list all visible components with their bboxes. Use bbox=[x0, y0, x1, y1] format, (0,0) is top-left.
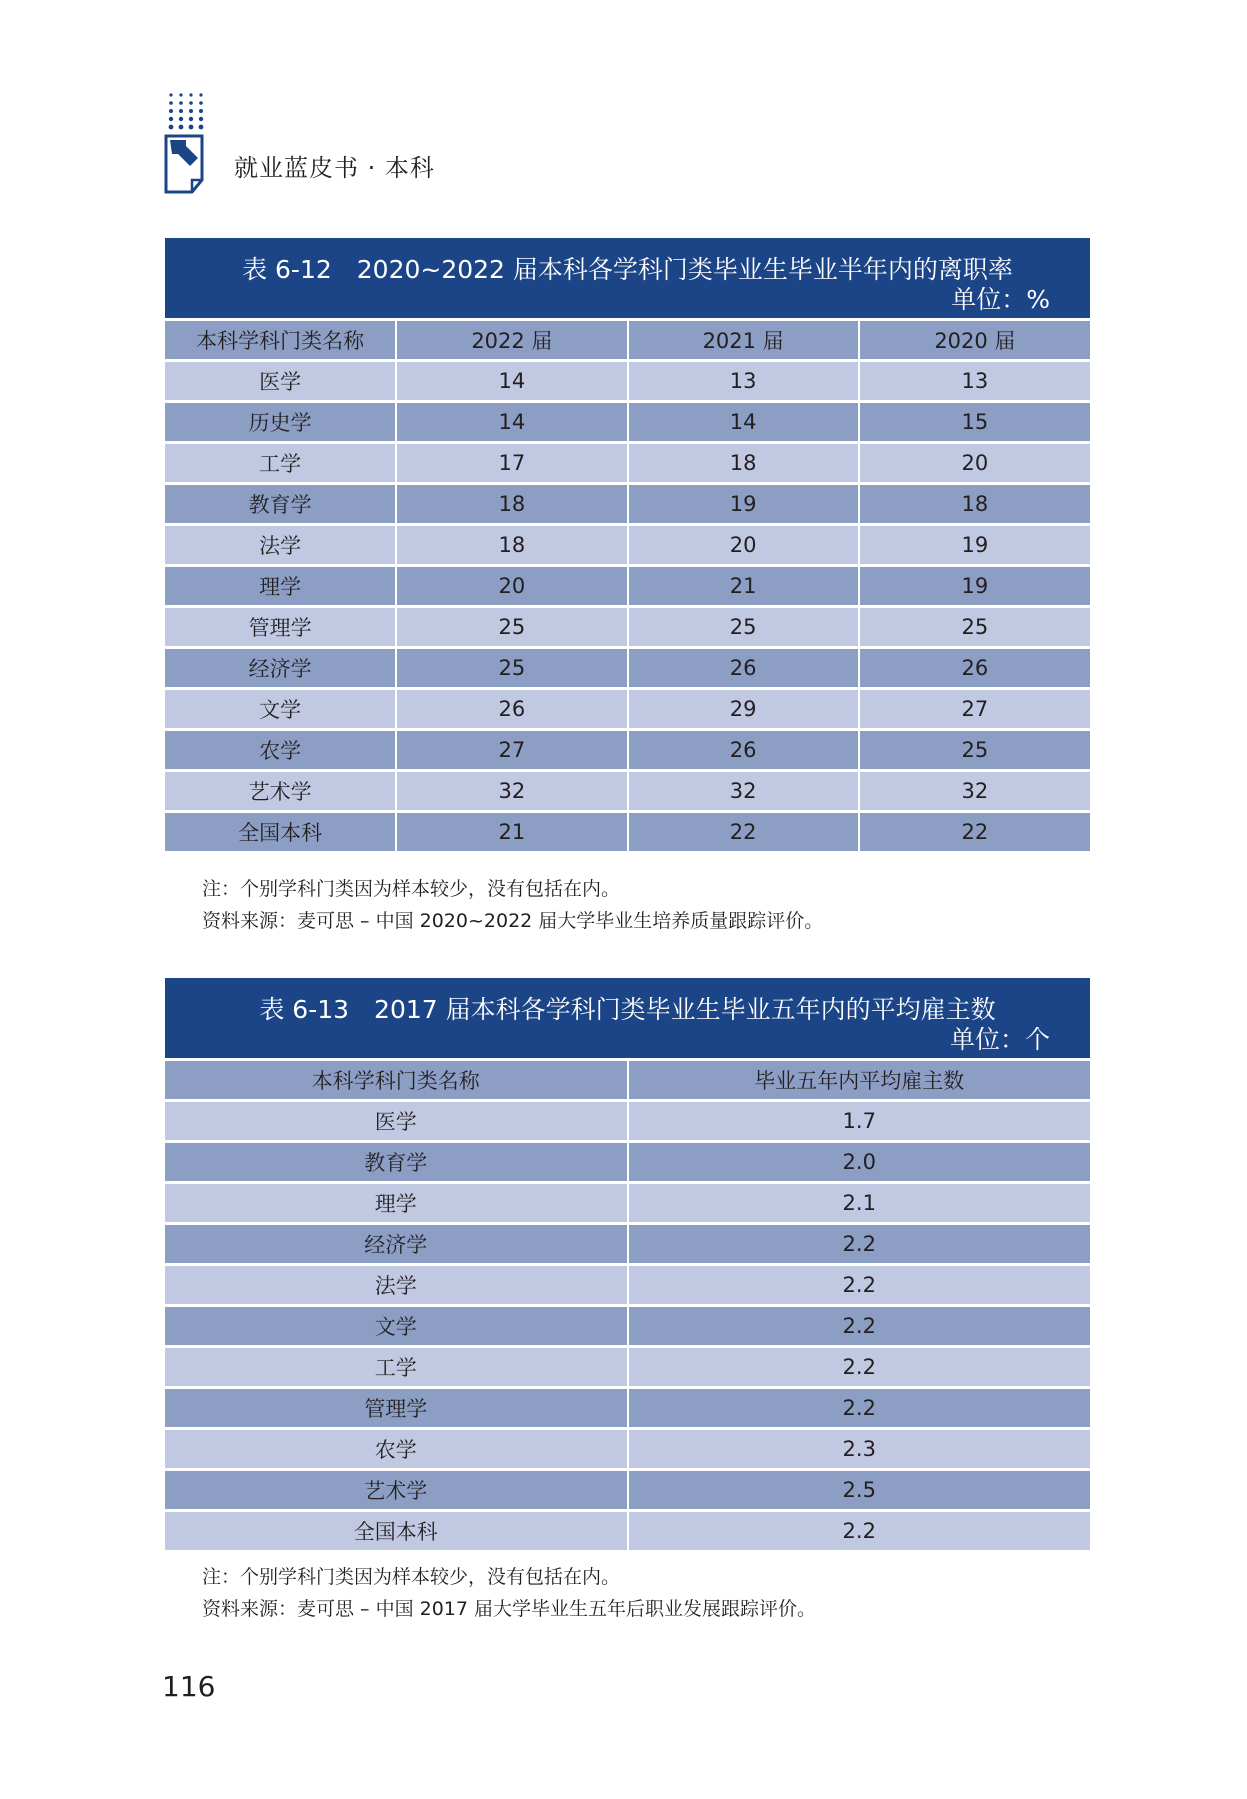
value-cell: 2.2 bbox=[628, 1224, 1091, 1265]
value-cell: 2.3 bbox=[628, 1429, 1091, 1470]
category-cell: 工学 bbox=[165, 1347, 628, 1388]
category-cell: 管理学 bbox=[165, 607, 396, 648]
value-cell: 18 bbox=[396, 525, 627, 566]
value-cell: 2.1 bbox=[628, 1183, 1091, 1224]
table-row bbox=[165, 730, 1090, 771]
table-unit: 单位：% bbox=[951, 285, 1050, 314]
value-cell: 14 bbox=[396, 402, 627, 443]
value-cell: 29 bbox=[628, 689, 859, 730]
column-header-row bbox=[165, 320, 1090, 361]
value-cell: 25 bbox=[396, 607, 627, 648]
table-row bbox=[165, 525, 1090, 566]
dot-grid-decoration bbox=[168, 92, 208, 132]
table-body bbox=[165, 1058, 1090, 1550]
table-row bbox=[165, 484, 1090, 525]
category-cell: 理学 bbox=[165, 1183, 628, 1224]
value-cell: 14 bbox=[396, 361, 627, 402]
table-row bbox=[165, 1388, 1090, 1429]
table-title: 表 6-12 2020~2022 届本科各学科门类毕业生毕业半年内的离职率 bbox=[242, 255, 1013, 284]
value-cell: 2.5 bbox=[628, 1470, 1091, 1511]
table-row bbox=[165, 1429, 1090, 1470]
table-row bbox=[165, 1224, 1090, 1265]
table-note: 注：个别学科门类因为样本较少，没有包括在内。 bbox=[202, 878, 621, 900]
table-source: 资料来源：麦可思 – 中国 2020~2022 届大学毕业生培养质量跟踪评价。 bbox=[202, 910, 824, 932]
category-cell: 农学 bbox=[165, 1429, 628, 1470]
value-cell: 21 bbox=[628, 566, 859, 607]
category-cell: 教育学 bbox=[165, 1142, 628, 1183]
value-cell: 13 bbox=[628, 361, 859, 402]
category-cell: 管理学 bbox=[165, 1388, 628, 1429]
book-arrow-icon bbox=[162, 134, 210, 196]
value-cell: 14 bbox=[628, 402, 859, 443]
value-cell: 18 bbox=[628, 443, 859, 484]
category-cell: 法学 bbox=[165, 1265, 628, 1306]
value-cell: 26 bbox=[628, 730, 859, 771]
table-row bbox=[165, 648, 1090, 689]
table-row bbox=[165, 1265, 1090, 1306]
table-row bbox=[165, 689, 1090, 730]
value-cell: 25 bbox=[628, 607, 859, 648]
table-row bbox=[165, 1183, 1090, 1224]
category-cell: 理学 bbox=[165, 566, 396, 607]
value-cell: 25 bbox=[396, 648, 627, 689]
category-cell: 农学 bbox=[165, 730, 396, 771]
category-cell: 经济学 bbox=[165, 1224, 628, 1265]
value-cell: 2.2 bbox=[628, 1511, 1091, 1551]
table-row bbox=[165, 1470, 1090, 1511]
value-cell: 2.0 bbox=[628, 1142, 1091, 1183]
value-cell: 2.2 bbox=[628, 1265, 1091, 1306]
value-cell: 22 bbox=[628, 812, 859, 852]
value-cell: 2.2 bbox=[628, 1347, 1091, 1388]
category-cell: 全国本科 bbox=[165, 812, 396, 852]
turnover-rate-table bbox=[165, 238, 1090, 851]
category-cell: 医学 bbox=[165, 1101, 628, 1142]
value-cell: 15 bbox=[859, 402, 1090, 443]
value-cell: 32 bbox=[859, 771, 1090, 812]
category-cell: 经济学 bbox=[165, 648, 396, 689]
value-cell: 20 bbox=[396, 566, 627, 607]
value-cell: 20 bbox=[628, 525, 859, 566]
table-source: 资料来源：麦可思 – 中国 2017 届大学毕业生五年后职业发展跟踪评价。 bbox=[202, 1598, 817, 1620]
value-cell: 26 bbox=[628, 648, 859, 689]
column-header: 2022 届 bbox=[396, 320, 627, 361]
column-header: 2020 届 bbox=[859, 320, 1090, 361]
table-row bbox=[165, 1511, 1090, 1551]
category-cell: 艺术学 bbox=[165, 771, 396, 812]
value-cell: 19 bbox=[628, 484, 859, 525]
average-employers-table bbox=[165, 978, 1090, 1550]
table-row bbox=[165, 1306, 1090, 1347]
value-cell: 32 bbox=[628, 771, 859, 812]
category-cell: 文学 bbox=[165, 1306, 628, 1347]
value-cell: 18 bbox=[396, 484, 627, 525]
table-header-band bbox=[165, 238, 1090, 318]
category-cell: 文学 bbox=[165, 689, 396, 730]
column-header-row bbox=[165, 1060, 1090, 1101]
category-cell: 艺术学 bbox=[165, 1470, 628, 1511]
table-row bbox=[165, 566, 1090, 607]
value-cell: 26 bbox=[859, 648, 1090, 689]
value-cell: 20 bbox=[859, 443, 1090, 484]
column-header: 本科学科门类名称 bbox=[165, 1060, 628, 1101]
value-cell: 21 bbox=[396, 812, 627, 852]
column-header: 本科学科门类名称 bbox=[165, 320, 396, 361]
table-row bbox=[165, 1101, 1090, 1142]
column-header: 毕业五年内平均雇主数 bbox=[628, 1060, 1091, 1101]
value-cell: 2.2 bbox=[628, 1388, 1091, 1429]
value-cell: 32 bbox=[396, 771, 627, 812]
header-title: 就业蓝皮书 · 本科 bbox=[234, 154, 435, 182]
category-cell: 历史学 bbox=[165, 402, 396, 443]
value-cell: 19 bbox=[859, 566, 1090, 607]
value-cell: 25 bbox=[859, 730, 1090, 771]
category-cell: 法学 bbox=[165, 525, 396, 566]
table-body bbox=[165, 318, 1090, 851]
table-row bbox=[165, 402, 1090, 443]
category-cell: 全国本科 bbox=[165, 1511, 628, 1551]
table-row bbox=[165, 812, 1090, 852]
table-row bbox=[165, 607, 1090, 648]
value-cell: 18 bbox=[859, 484, 1090, 525]
value-cell: 27 bbox=[396, 730, 627, 771]
value-cell: 13 bbox=[859, 361, 1090, 402]
column-header: 2021 届 bbox=[628, 320, 859, 361]
value-cell: 26 bbox=[396, 689, 627, 730]
value-cell: 1.7 bbox=[628, 1101, 1091, 1142]
table-row bbox=[165, 361, 1090, 402]
value-cell: 22 bbox=[859, 812, 1090, 852]
table-title: 表 6-13 2017 届本科各学科门类毕业生毕业五年内的平均雇主数 bbox=[259, 995, 996, 1024]
table-header-band bbox=[165, 978, 1090, 1058]
table-row bbox=[165, 1347, 1090, 1388]
category-cell: 工学 bbox=[165, 443, 396, 484]
value-cell: 17 bbox=[396, 443, 627, 484]
value-cell: 27 bbox=[859, 689, 1090, 730]
value-cell: 25 bbox=[859, 607, 1090, 648]
table-note: 注：个别学科门类因为样本较少，没有包括在内。 bbox=[202, 1566, 621, 1588]
table-row bbox=[165, 1142, 1090, 1183]
table-row bbox=[165, 771, 1090, 812]
value-cell: 2.2 bbox=[628, 1306, 1091, 1347]
value-cell: 19 bbox=[859, 525, 1090, 566]
table-row bbox=[165, 443, 1090, 484]
category-cell: 医学 bbox=[165, 361, 396, 402]
table-unit: 单位：个 bbox=[949, 1025, 1050, 1054]
page-number: 116 bbox=[162, 1670, 216, 1703]
running-header bbox=[162, 92, 662, 202]
category-cell: 教育学 bbox=[165, 484, 396, 525]
